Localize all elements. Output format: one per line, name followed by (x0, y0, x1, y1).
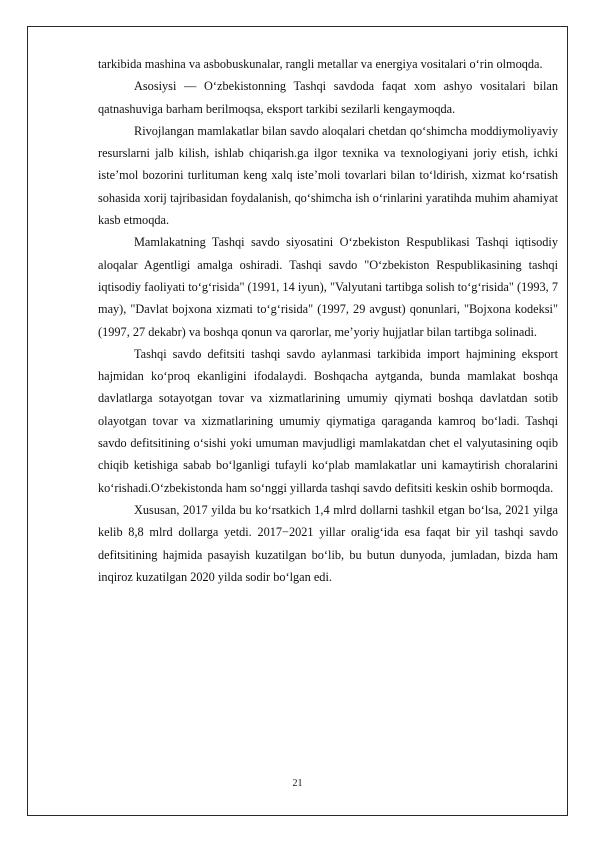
paragraph: Mamlakatning Tashqi savdo siyosatini O‘zbekiston Respublikasi Tashqi iqtisodiy aloqalar Agentligi amalga oshiradi. Tashqi savdo "O‘zbekiston Respublikasining tashqi iqtisodiy faoliyati to‘g‘risida" (1991, 14 iyun), "Valyutani tartibga solish to‘g‘risida" (1993, 7 may), "Davlat bojxona xizmati to‘g‘risida" (1997, 29 avgust) qonunlari, "Bojxona kodeksi" (1997, 27 dekabr) va boshqa qonun va qarorlar, me’yoriy hujjatlar bilan tartibga solinadi. (98, 235, 558, 339)
paragraph: Rivojlangan mamlakatlar bilan savdo aloqalari chetdan qo‘shimcha moddiymoliyaviy resurslarni jalb kilish, ishlab chiqarish.ga ilgor texnika va texnologiyani joriy etish, ichki iste’mol bozorini turlituman keng xalq iste’moli tovarlari bilan to‘ldirish, xizmat ko‘rsatish sohasida xorij tajribasidan foydalanish, qo‘shimcha ish o‘rinlarini yaratihda muhim ahamiyat kasb etmoqda. (98, 123, 558, 228)
document-body (98, 53, 558, 588)
paragraph-continued: tarkibida mashina va asbobuskunalar, rangli metallar va energiya vositalari o‘rin olmoqda. (98, 57, 543, 71)
paragraph: Asosiysi — O‘zbekistonning Tashqi savdoda faqat xom ashyo vositalari bilan qatnashuviga barham berilmoqsa, eksport tarkibi sezilarli kengaymoqda. (98, 79, 558, 116)
paragraph: Xususan, 2017 yilda bu ko‘rsatkich 1,4 mlrd dollarni tashkil etgan bo‘lsa, 2021 yilga kelib 8,8 mlrd dollarga yetdi. 2017−2021 yillar oralig‘ida esa faqat bir yil tashqi savdo defitsitining hajmida pasayish kuzatilgan bo‘lib, bu butun dunyoda, jumladan, bizda ham inqiroz kuzatilgan 2020 yilda sodir bo‘lgan edi. (98, 502, 558, 584)
page-number: 21 (292, 778, 303, 789)
paragraph: Tashqi savdo defitsiti tashqi savdo aylanmasi tarkibida import hajmining eksport hajmidan ko‘proq ekanligini ifodalaydi. Boshqacha aytganda, bunda mamlakat boshqa davlatlarga sotayotgan tovar va xizmatlarining umumiy qiymati boshqa davlatdan sotib olayotgan tovar va xizmatlarining umumiy qiymatiga qaraganda kamroq bo‘ladi. Tashqi savdo defitsitining o‘sishi yoki umuman mavjudligi mamlakatdan chet el valyutasining oqib chiqib ketishiga sabab bo‘lganligi tufayli ko‘plab mamlakatlar uni kamaytirish choralarini ko‘rishadi.O‘zbekistonda ham so‘nggi yillarda tashqi savdo defitsiti keskin oshib bormoqda. (98, 346, 558, 495)
